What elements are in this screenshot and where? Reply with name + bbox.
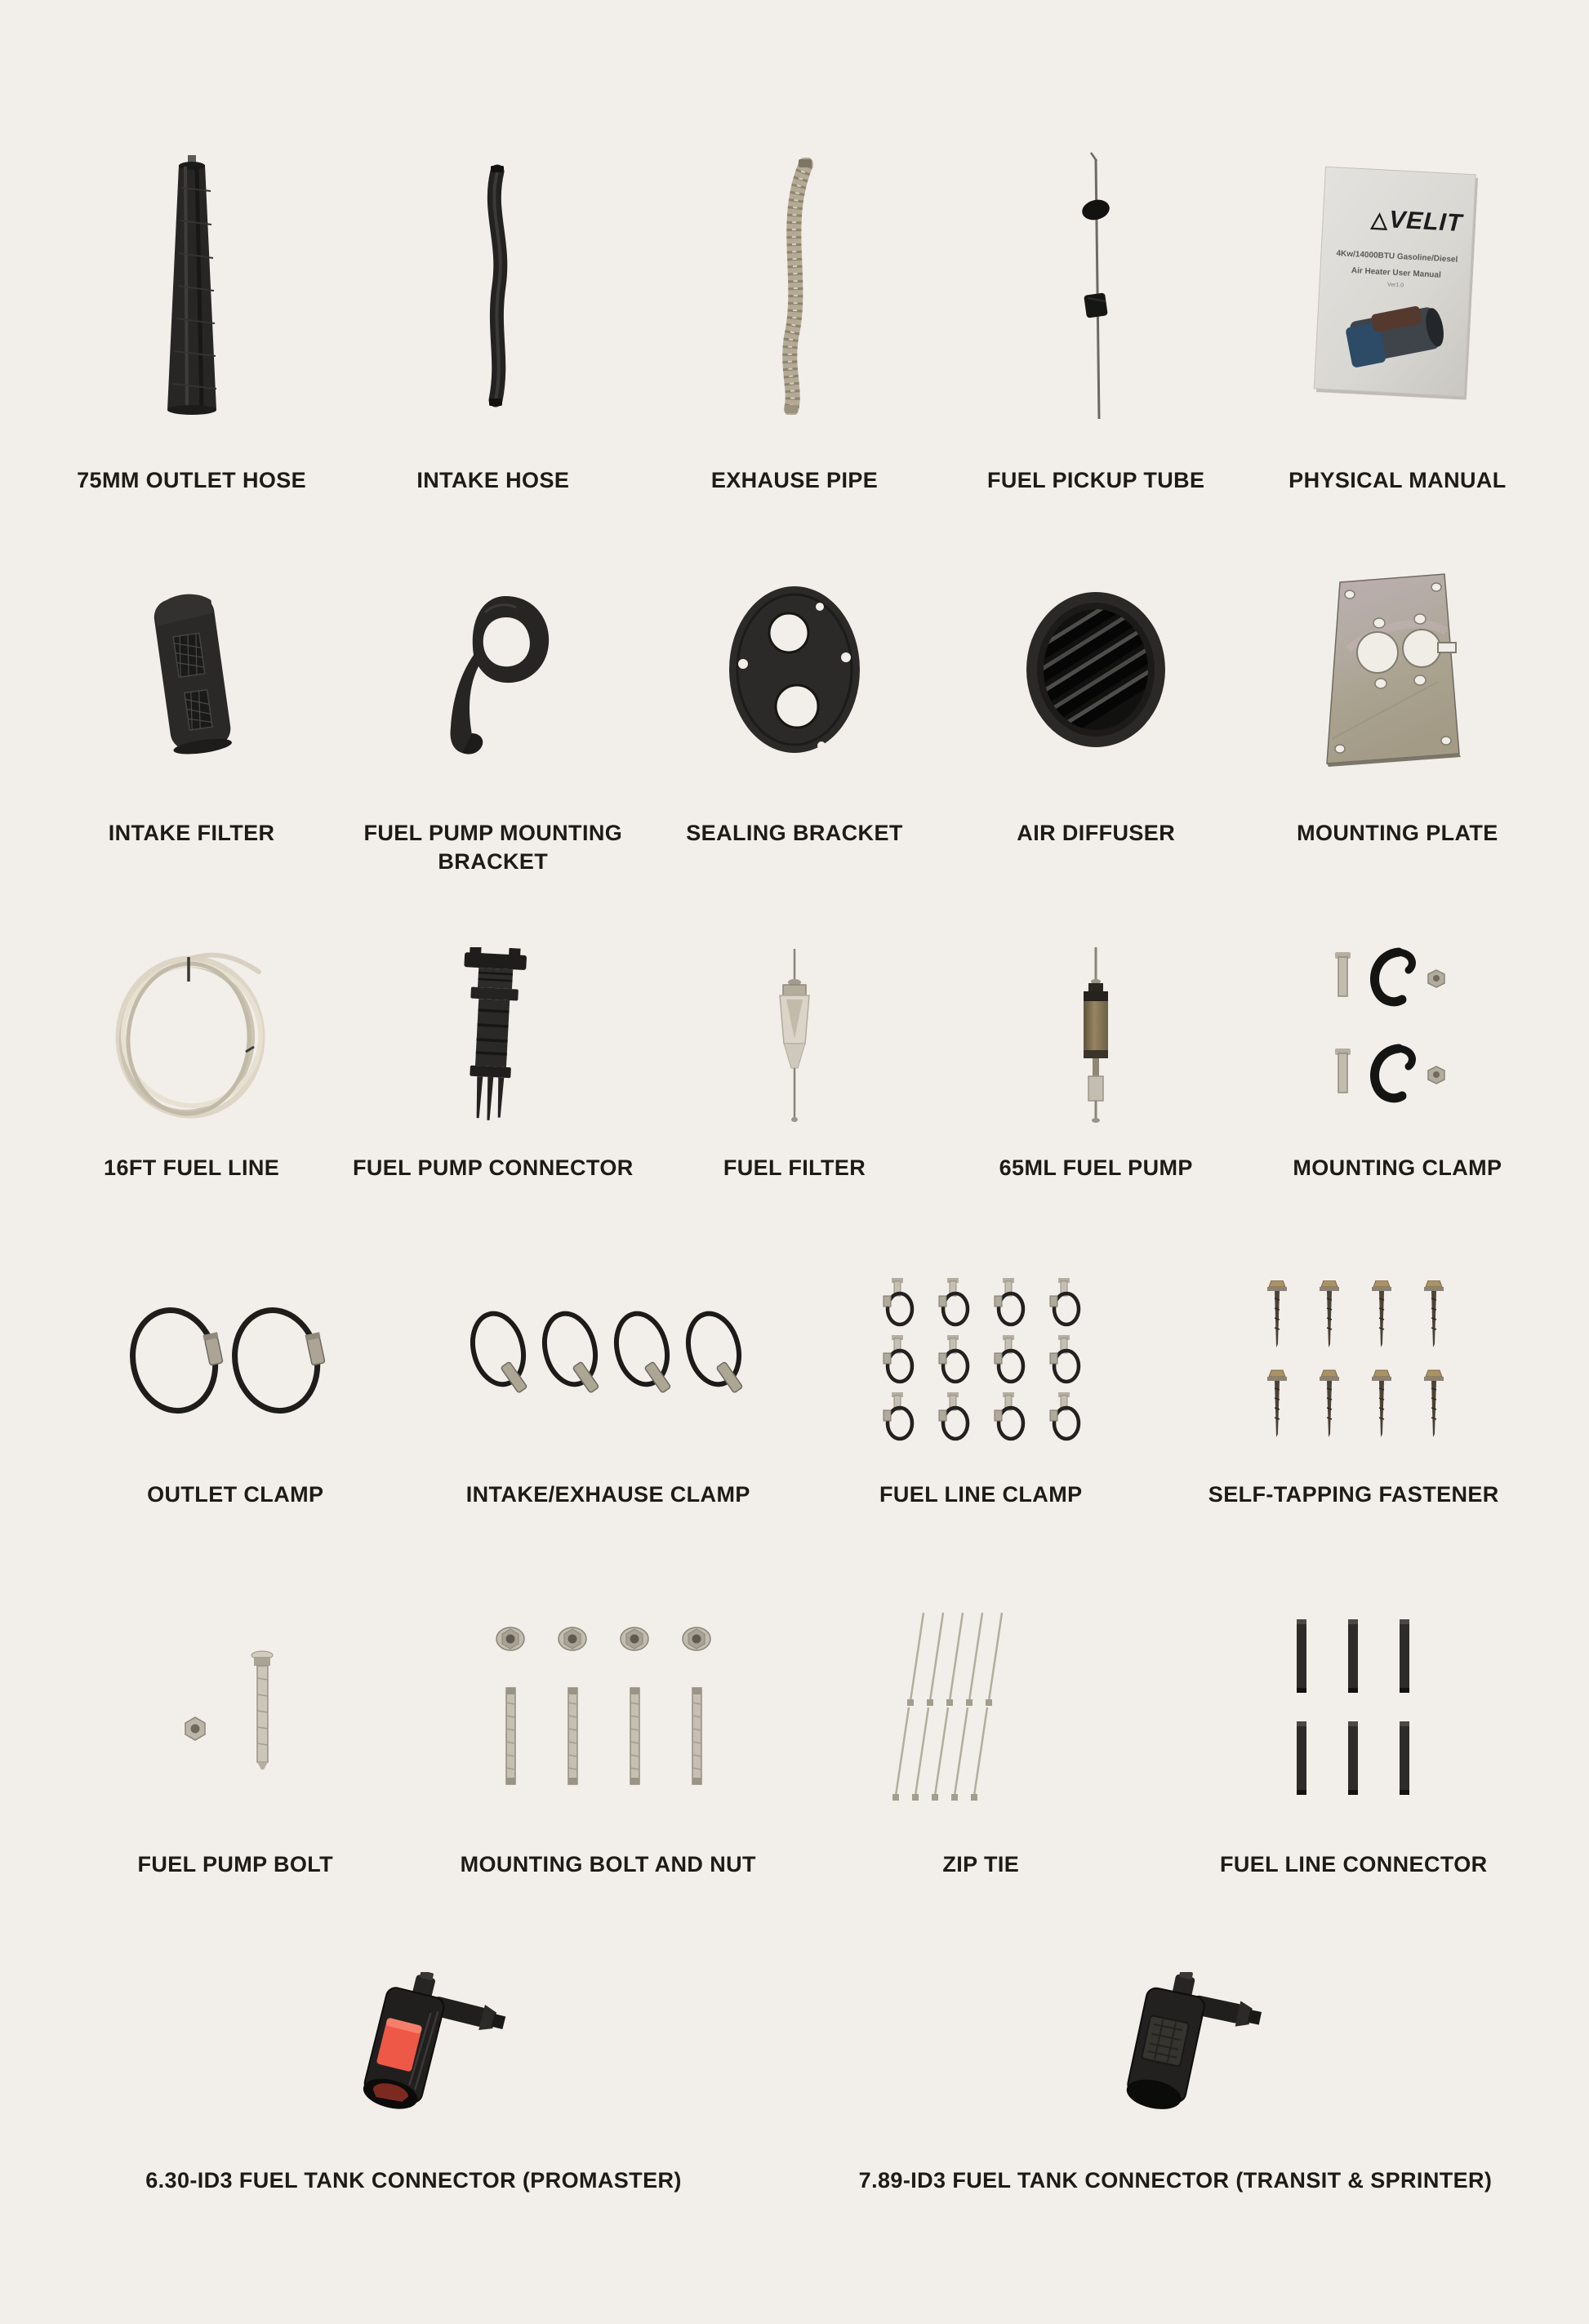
- fuel-pump-image: [1066, 947, 1127, 1123]
- intake-hose-image: [456, 151, 530, 421]
- fuel-pickup-tube-image: [1063, 151, 1128, 421]
- fuel-line-image: [102, 947, 282, 1123]
- item-16ft-fuel-line: [41, 898, 342, 1233]
- item-sealing-bracket: [643, 539, 945, 898]
- item-label: SELF-TAPPING FASTENER: [1208, 1482, 1499, 1507]
- item-fuel-line-clamp: [794, 1233, 1168, 1560]
- item-zip-tie: [794, 1560, 1168, 1931]
- item-air-diffuser: [946, 539, 1247, 898]
- item-transit-sprinter-fuel-tank-connector: [794, 1931, 1556, 2324]
- zip-tie-image: [875, 1613, 1087, 1801]
- transit-sprinter-connector-image: [1062, 1972, 1290, 2123]
- row-2: [0, 539, 1589, 898]
- item-exhause-pipe: [643, 0, 945, 539]
- fuel-pump-bolt-image: [158, 1613, 313, 1801]
- fuel-line-clamp-image: [870, 1282, 1091, 1437]
- promaster-connector-image: [300, 1972, 528, 2123]
- item-mounting-plate: [1247, 539, 1548, 898]
- item-label: INTAKE/EXHAUSE CLAMP: [465, 1482, 750, 1507]
- item-label: FUEL PICKUP TUBE: [986, 468, 1205, 492]
- svg-text:△: △: [1370, 207, 1389, 233]
- item-label: 7.89-ID3 FUEL TANK CONNECTOR (TRANSIT & SPRINTER): [858, 2168, 1493, 2193]
- item-label: 6.30-ID3 FUEL TANK CONNECTOR (PROMASTER): [145, 2168, 682, 2193]
- mounting-bolt-and-nut-image: [474, 1613, 743, 1801]
- svg-text:Air Heater User Manual: Air Heater User Manual: [1351, 266, 1442, 280]
- item-label: INTAKE HOSE: [416, 468, 570, 492]
- item-label: 16FT FUEL LINE: [104, 1155, 280, 1180]
- item-label: ZIP TIE: [942, 1852, 1020, 1877]
- svg-text:4Kw/14000BTU Gasoline/Diesel: 4Kw/14000BTU Gasoline/Diesel: [1336, 249, 1458, 265]
- svg-text:VELIT: VELIT: [1388, 206, 1464, 238]
- item-mounting-bolt-and-nut: [422, 1560, 795, 1931]
- item-label: 65ML FUEL PUMP: [999, 1155, 1193, 1180]
- fuel-filter-image: [764, 947, 826, 1123]
- mounting-clamp-image: [1324, 947, 1471, 1123]
- item-label: SEALING BRACKET: [686, 821, 903, 845]
- mounting-plate-image: [1315, 584, 1479, 755]
- self-tapping-fastener-image: [1252, 1282, 1456, 1437]
- row-4: [0, 1233, 1589, 1560]
- item-self-tapping-fastener: [1168, 1233, 1541, 1560]
- item-fuel-pump-mounting-bracket: [342, 539, 643, 898]
- item-label: MOUNTING BOLT AND NUT: [460, 1852, 756, 1877]
- item-label: EXHAUSE PIPE: [710, 468, 879, 492]
- outlet-hose-image: [143, 151, 241, 421]
- item-label: MOUNTING PLATE: [1297, 821, 1498, 845]
- air-diffuser-image: [1021, 584, 1172, 755]
- row-1: [0, 0, 1589, 539]
- item-label: PHYSICAL MANUAL: [1289, 468, 1507, 492]
- item-label: FUEL PUMP CONNECTOR: [352, 1155, 634, 1180]
- intake-exhaust-clamp-image: [461, 1282, 755, 1437]
- item-label: MOUNTING CLAMP: [1293, 1155, 1502, 1180]
- intake-filter-image: [139, 584, 245, 755]
- item-intake-filter: [41, 539, 342, 898]
- svg-text:Ver1.0: Ver1.0: [1387, 282, 1404, 289]
- exhaust-pipe-image: [754, 151, 835, 421]
- fuel-pump-connector-image: [446, 947, 540, 1123]
- item-65ml-fuel-pump: [946, 898, 1247, 1233]
- item-intake-hose: [342, 0, 643, 539]
- item-fuel-pickup-tube: [946, 0, 1247, 539]
- item-fuel-pump-bolt: [49, 1560, 422, 1931]
- sealing-bracket-image: [723, 584, 866, 755]
- item-fuel-line-connector: [1168, 1560, 1541, 1931]
- item-label: AIR DIFFUSER: [1017, 821, 1176, 845]
- item-label: INTAKE FILTER: [108, 821, 275, 845]
- item-label: FUEL LINE CLAMP: [879, 1482, 1083, 1507]
- item-label: FUEL PUMP BOLT: [137, 1852, 334, 1877]
- item-physical-manual: [1247, 0, 1548, 539]
- fuel-line-connector-image: [1264, 1613, 1444, 1801]
- item-intake-exhause-clamp: [422, 1233, 795, 1560]
- item-label: FUEL LINE CONNECTOR: [1219, 1852, 1488, 1877]
- outlet-clamp-image: [117, 1282, 354, 1437]
- item-75mm-outlet-hose: [41, 0, 342, 539]
- row-3: [0, 898, 1589, 1233]
- item-label: OUTLET CLAMP: [147, 1482, 324, 1507]
- row-6: [0, 1931, 1589, 2324]
- item-fuel-filter: [643, 898, 945, 1233]
- item-label: FUEL PUMP MOUNTING BRACKET: [363, 821, 623, 875]
- item-label: FUEL FILTER: [723, 1155, 866, 1180]
- row-5: [0, 1560, 1589, 1931]
- fuel-pump-mounting-bracket-image: [428, 584, 559, 755]
- item-fuel-pump-connector: [342, 898, 643, 1233]
- item-promaster-fuel-tank-connector: [33, 1931, 794, 2324]
- physical-manual-image: [1299, 151, 1495, 421]
- item-outlet-clamp: [49, 1233, 422, 1560]
- item-label: 75MM OUTLET HOSE: [77, 468, 307, 492]
- item-mounting-clamp: [1247, 898, 1548, 1233]
